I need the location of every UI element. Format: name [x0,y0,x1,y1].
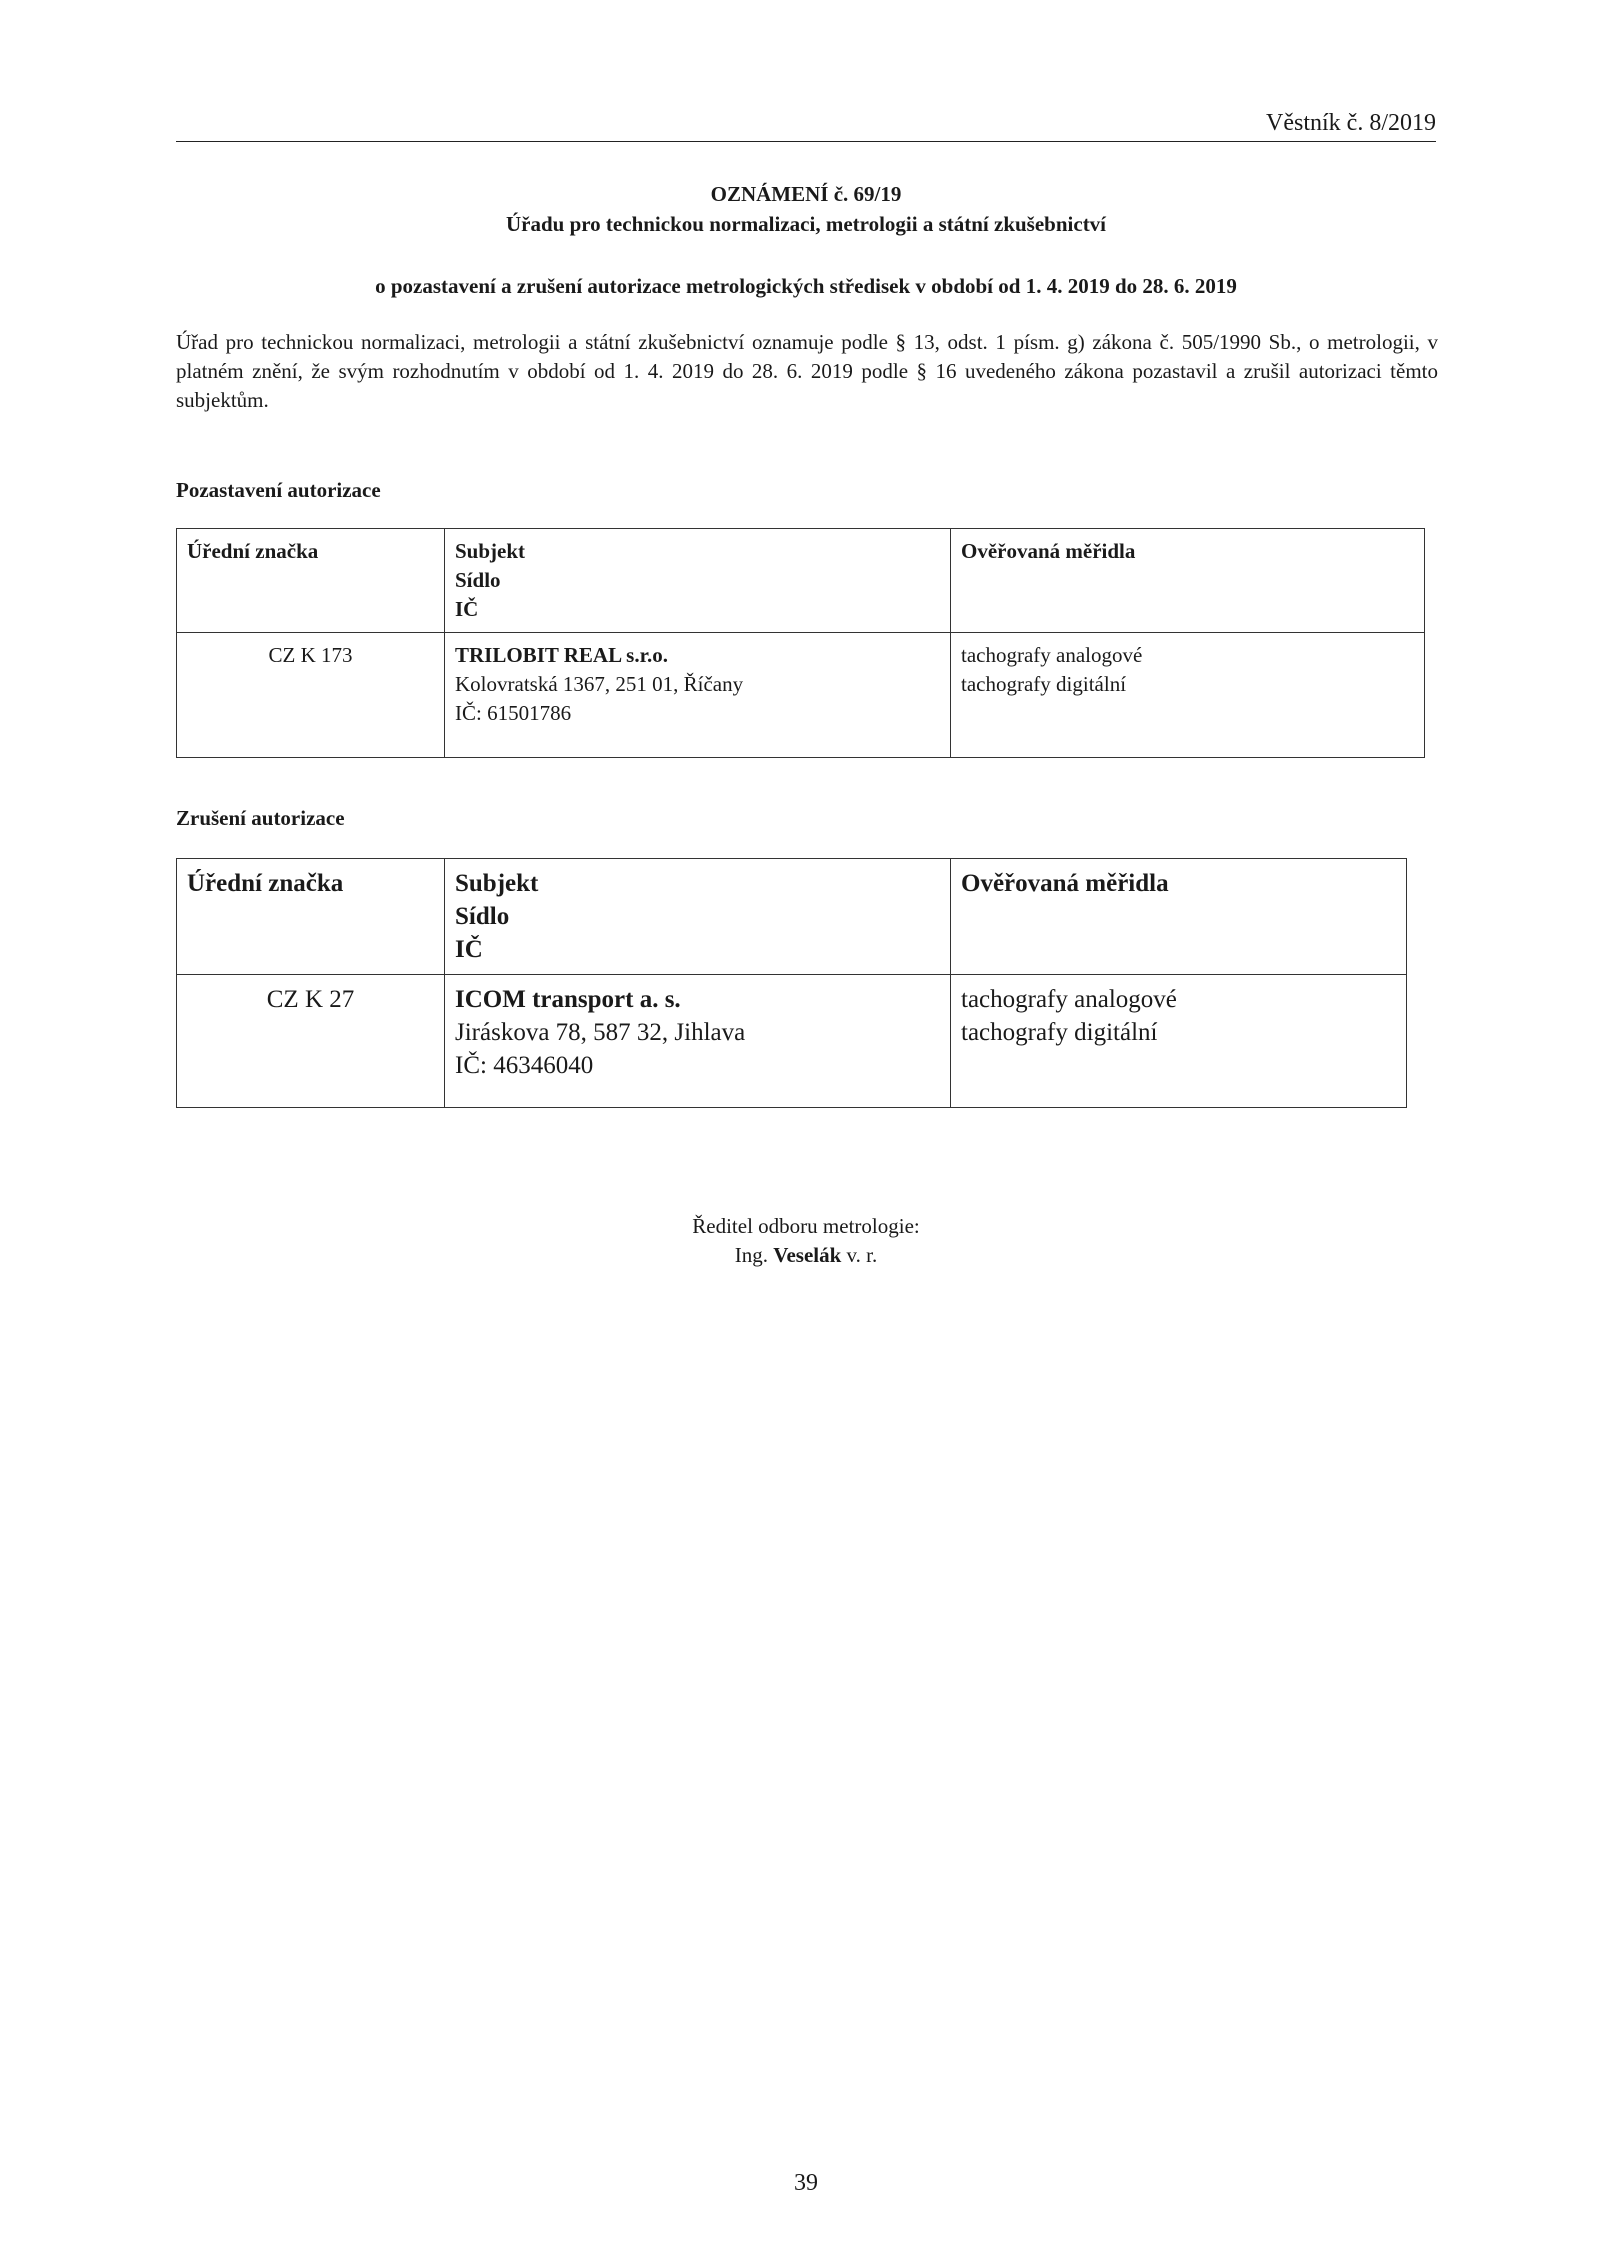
subject-id: IČ: 46346040 [455,1052,594,1079]
subject-cell [445,975,951,1108]
subject-cell [445,633,951,758]
signature-role: Ředitel odboru metrologie: [692,1214,920,1238]
subject-address: Kolovratská 1367, 251 01, Říčany [455,672,744,696]
signature-name: Veselák [773,1243,842,1267]
page-number: 39 [794,2170,818,2196]
meter-item: tachografy digitální [961,1019,1158,1046]
official-mark-cell: CZ K 173 [177,633,445,758]
column-header-mark: Úřední značka [177,859,445,975]
subject-name: TRILOBIT REAL s.r.o. [455,643,668,667]
subject-name: ICOM transport a. s. [455,986,681,1013]
column-header-subject: Subjekt Sídlo IČ [445,859,951,975]
intro-paragraph: Úřad pro technickou normalizaci, metrologii a státní zkušebnictví oznamuje podle § 13, odst. 1 písm. g) zákona č. 505/1990 Sb., o metrologii, v platném znění, že svým rozhodnutím v období od 1. 4. 2019 do 28. 6. 2019 podle § 16 uvedeného zákona pozastavil a zrušil autorizaci těmto subjektům. [176,330,1438,412]
suspension-section-title: Pozastavení autorizace [176,478,381,502]
meters-cell [951,633,1425,758]
table-header-row [177,859,1407,975]
running-head: Věstník č. 8/2019 [176,110,1436,142]
meter-item: tachografy analogové [961,643,1143,667]
column-header-meters: Ověřovaná měřidla [951,529,1425,633]
column-header-mark: Úřední značka [177,529,445,633]
notice-issuer: Úřadu pro technickou normalizaci, metrologii a státní zkušebnictví [505,212,1107,236]
official-mark-cell: CZ K 27 [177,975,445,1108]
table-header-row [177,529,1425,633]
revocation-table [176,858,1407,1108]
meters-cell [951,975,1407,1108]
table-row [177,975,1407,1108]
signature-name-line: Ing. Veselák v. r. [734,1243,878,1267]
column-header-meters: Ověřovaná měřidla [951,859,1407,975]
suspension-table [176,528,1425,758]
notice-number: OZNÁMENÍ č. 69/19 [710,182,902,206]
meter-item: tachografy analogové [961,986,1177,1013]
notice-subject: o pozastavení a zrušení autorizace metrologických středisek v období od 1. 4. 2019 do 28. 6. 2019 [375,274,1237,298]
table-row [177,633,1425,758]
revocation-section-title: Zrušení autorizace [176,806,345,830]
signature-block [176,1212,1436,1270]
subject-id: IČ: 61501786 [455,701,572,725]
column-header-subject: Subjekt Sídlo IČ [445,529,951,633]
subject-address: Jiráskova 78, 587 32, Jihlava [455,1019,746,1046]
meter-item: tachografy digitální [961,672,1127,696]
